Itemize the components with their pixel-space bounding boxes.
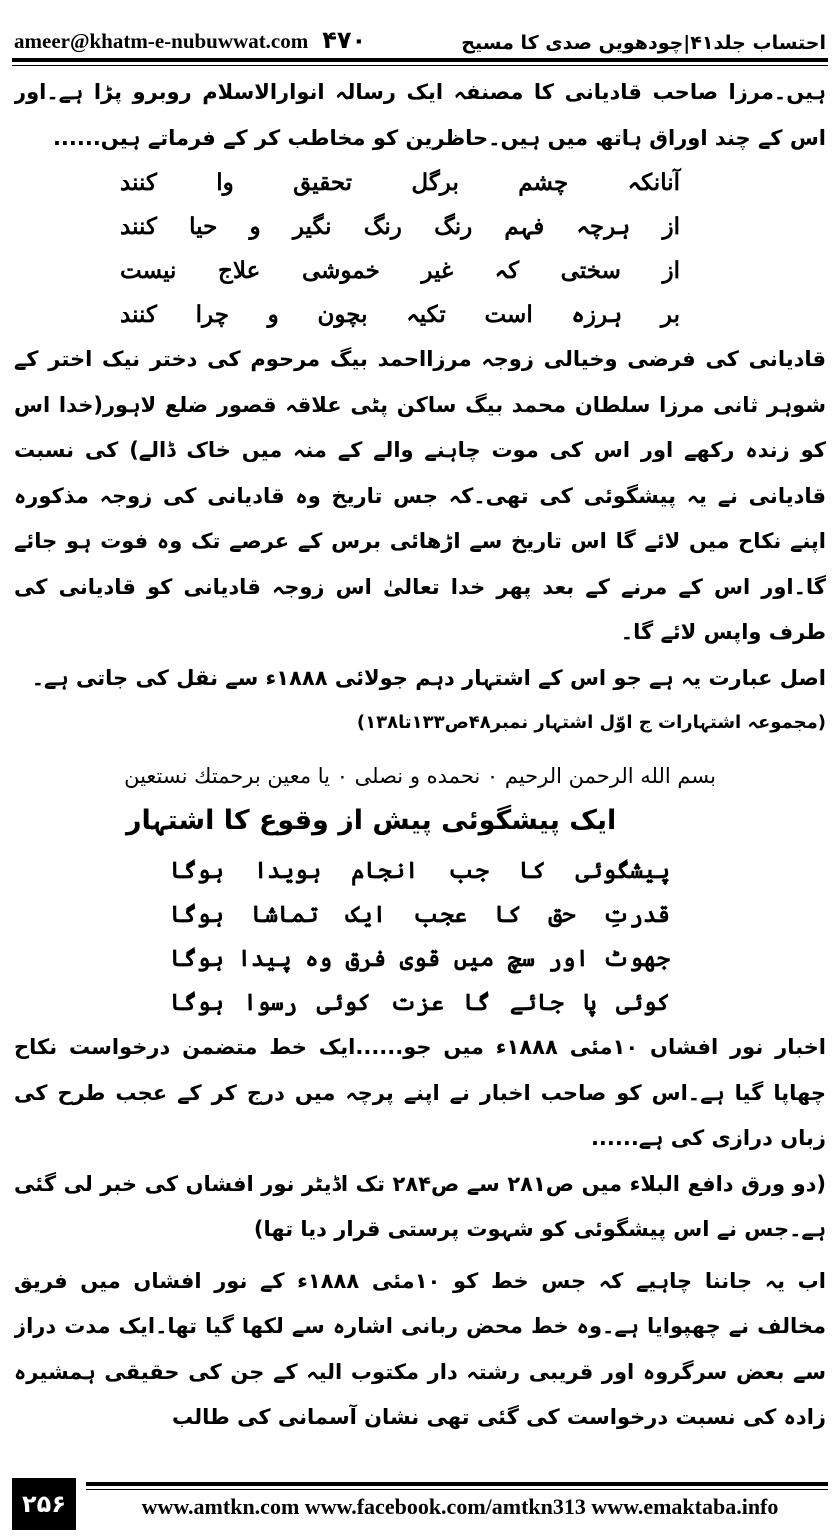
verse-line: جھوٹ اور سچ میں قوی فرق وہ پیدا ہوگا <box>170 945 670 972</box>
paragraph-intro: ہیں۔مرزا صاحب قادیانی کا مصنفہ ایک رسالہ انوارالاسلام روبرو پڑا ہے۔اور اس کے چند اوراق ہاتھ میں ہیں۔حاظرین کو مخاطب کر کے فرماتے ہیں...... <box>14 80 826 150</box>
paragraph-noor-afshan: اخبار نور افشاں ۱۰مئی ۱۸۸۸ء میں جو......ایک خط متضمن درخواست نکاح چھاپا گیا ہے۔اس کو صاحب اخبار نے اپنے پرچہ میں درج کر کے عجب طرح کی زباں درازی کی ہے...... <box>14 1035 826 1150</box>
verse-line: کوئی پا جائے گا عزت کوئی رسوا ہوگا <box>170 989 670 1016</box>
verse-line: قدرتِ حق کا عجب ایک تماشا ہوگا <box>170 901 670 928</box>
header-page-number: ۴۷۰ <box>322 26 367 54</box>
verse-line: از سختی کہ غیر خموشی علاج نیست <box>120 257 680 284</box>
bismillah-line: بسم الله الرحمن الرحيم ۰ نحمده و نصلى ۰ يا معين برحمتك نستعين <box>124 764 716 788</box>
page-header <box>14 10 826 54</box>
urdu-verses <box>170 849 670 1025</box>
header-rule <box>12 58 828 66</box>
header-book-title: احتساب جلد۴۱|چودھویں صدی کا مسیح <box>461 32 826 54</box>
reference-citation: (مجموعہ اشتہارات ج اوّل اشتہار نمبر۴۸ص۱۳۳تا۱۳۸) <box>356 712 826 733</box>
page-footer <box>12 1478 828 1536</box>
verse-line: پیشگوئی کا جب انجام ہویدا ہوگا <box>170 857 670 884</box>
verse-line: آنانکہ چشم برگل تحقیق وا کنند <box>120 169 680 196</box>
verse-line: از ہرچہ فہم رنگ رنگ نگیر و حیا کنند <box>120 213 680 240</box>
footer-rule <box>86 1482 828 1490</box>
verse-line: بر ہرزہ است تکیہ بچون و چرا کنند <box>120 301 680 328</box>
footer-links: www.amtkn.com www.facebook.com/amtkn313 www.emaktaba.info <box>141 1494 779 1519</box>
header-email: ameer@khatm-e-nubuwwat.com <box>14 29 309 53</box>
advertisement-heading: ایک پیشگوئی پیش از وقوع کا اشتہار <box>126 805 617 836</box>
paragraph-prophecy: قادیانی کی فرضی وخیالی زوجہ مرزااحمد بیگ مرحوم کی دختر نیک اختر کے شوہر ثانی مرزا سلطان محمد بیگ ساکن پٹی علاقہ قصور ضلع لاہور(خدا اس کو زندہ رکھے اور اس کی موت چاہنے والے کے منہ میں خاک ڈالے) کی نسبت قادیانی نے یہ پیشگوئی کی تھی۔کہ جس تاریخ وہ قادیانی کی زوجہ مذکورہ اپنے نکاح میں لائے گا اس تاریخ سے اڑھائی برس کے عرصے تک وہ فوت ہو جائے گا۔اور اس کے مرنے کے بعد پھر خدا تعالیٰ اس زوجہ قادیانی کو قادیانی کی طرف واپس لائے گا۔ <box>14 347 826 644</box>
footer-page-number: ۲۵۶ <box>12 1478 76 1530</box>
paragraph-letter: اب یہ جاننا چاہیے کہ جس خط کو ۱۰مئی ۱۸۸۸ء کے نور افشاں میں فریق مخالف نے چھپوایا ہے۔وہ خط محض ربانی اشارہ سے لکھا گیا تھا۔ایک مدت دراز سے بعض سرگروہ اور قریبی رشتہ دار مکتوب الیہ کے جن کی حقیقی ہمشیرہ زادہ کی نسبت درخواست کی گئی تھی نشان آسمانی کی طالب <box>14 1268 826 1429</box>
header-left <box>14 26 366 54</box>
page-body <box>14 70 826 1470</box>
persian-verses <box>120 161 720 337</box>
paragraph-original-text: اصل عبارت یہ ہے جو اس کے اشتہار دہم جولائی ۱۸۸۸ء سے نقل کی جاتی ہے۔ <box>31 665 826 690</box>
paragraph-bracket-note: (دو ورق دافع البلاء میں ص۲۸۱ سے ص۲۸۴ تک اڈیٹر نور افشاں کی خبر لی گئی ہے۔جس نے اس پیشگوئی کو شہوت پرستی قرار دیا تھا) <box>14 1171 826 1241</box>
